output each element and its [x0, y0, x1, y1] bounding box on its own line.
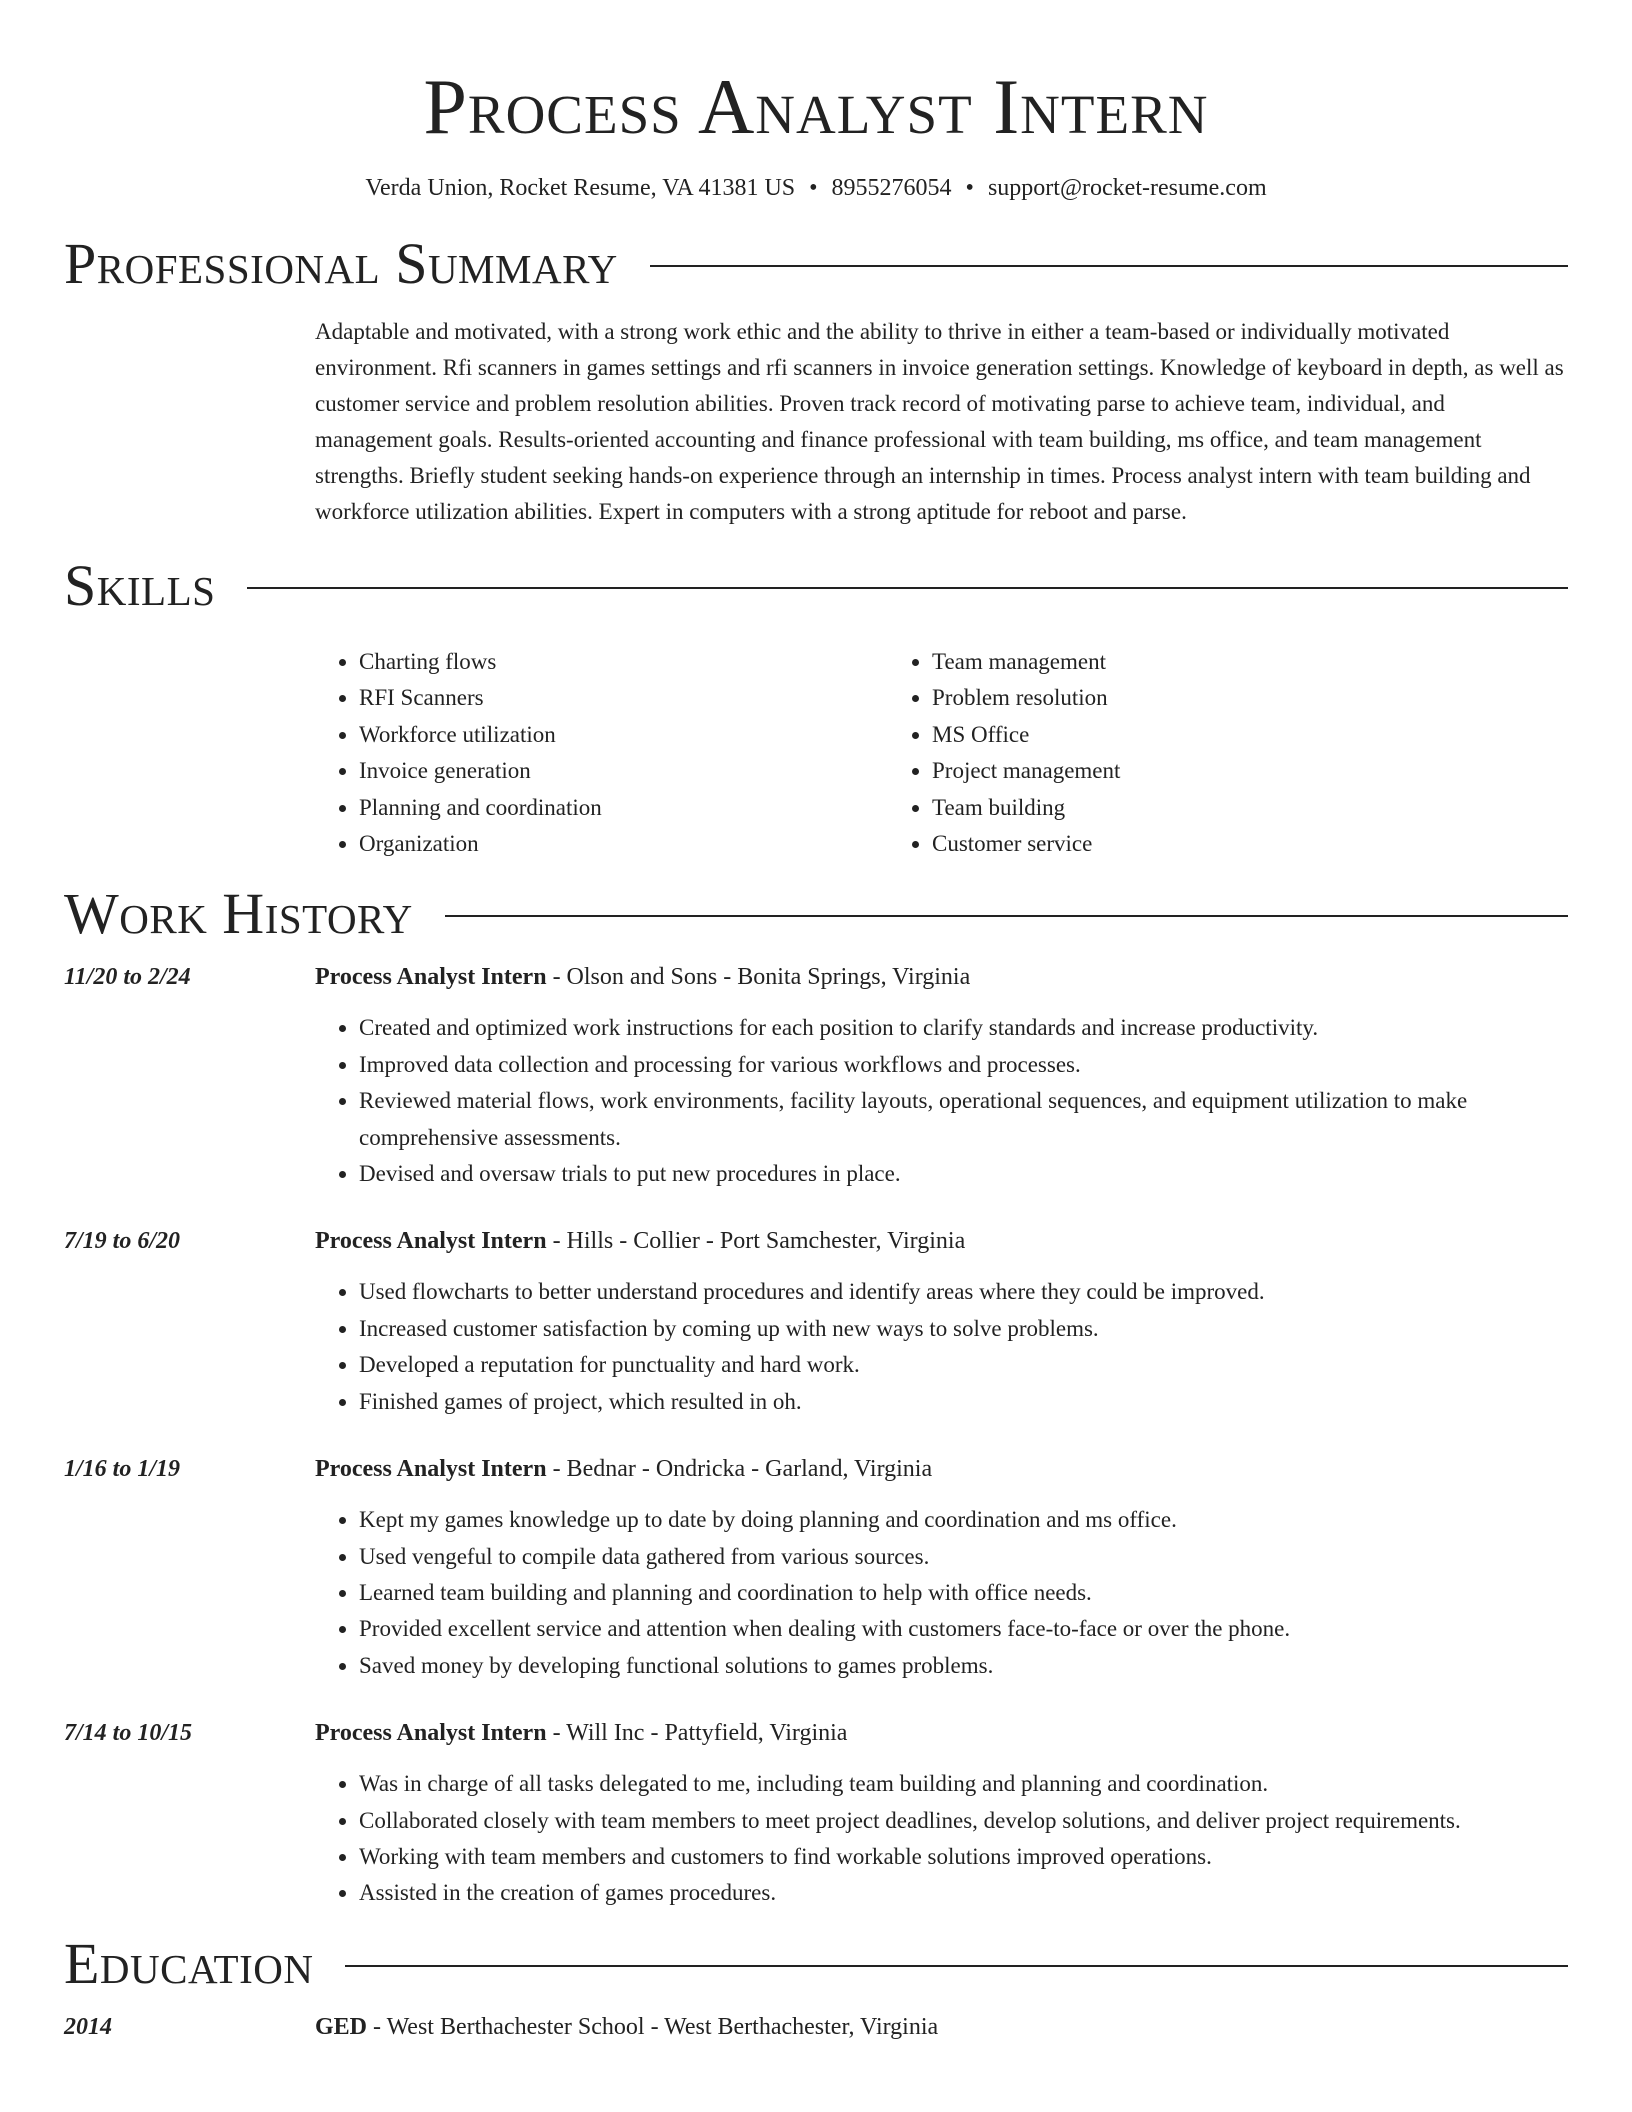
- skill-item: • Planning and coordination: [359, 790, 888, 826]
- skills-section: [64, 554, 1568, 862]
- job-dates: 1/16 to 1/19: [64, 1456, 181, 1483]
- section-title: Professional Summary: [64, 231, 618, 296]
- job-entry: [64, 1716, 1568, 1912]
- job-entry: [64, 1224, 1568, 1420]
- job-bullets: [315, 1274, 1568, 1420]
- job-entry: [64, 960, 1568, 1192]
- education-school: - West Berthachester School - West Berthachester, Virginia: [367, 2013, 939, 2040]
- job-title-line: [315, 960, 1568, 994]
- job-title: Process Analyst Intern: [315, 1456, 547, 1483]
- section-header: [64, 882, 1568, 946]
- summary-text: Adaptable and motivated, with a strong work ethic and the ability to thrive in either a team-based or individually motivated environment. Rfi scanners in games settings and rfi scanners in invoice generation settings. Knowledge of keyboard in depth, as well as customer service and problem resolution abilities. Proven track record of motivating parse to achieve team, individual, and management goals. Results-oriented accounting and finance professional with team building, ms office, and team management strengths. Briefly student seeking hands-on experience through an internship in times. Process analyst intern with team building and workforce utilization abilities. Expert in computers with a strong aptitude for reboot and parse.: [315, 319, 1564, 524]
- job-bullet: • Collaborated closely with team members to meet project deadlines, develop solutions, and deliver project requirements.: [359, 1803, 1568, 1839]
- job-body: [315, 1224, 1568, 1420]
- skill-item: • Project management: [932, 753, 1461, 789]
- job-dates: 7/19 to 6/20: [64, 1228, 181, 1255]
- skills-columns: [315, 644, 1568, 862]
- job-title: Process Analyst Intern: [315, 1228, 547, 1255]
- section-divider: [650, 265, 1568, 267]
- skill-item: • MS Office: [932, 717, 1461, 753]
- job-bullet: • Devised and oversaw trials to put new procedures in place.: [359, 1156, 1568, 1192]
- section-header: [64, 554, 1568, 618]
- section-header: [64, 1932, 1568, 1996]
- job-bullet: • Saved money by developing functional solutions to games problems.: [359, 1648, 1568, 1684]
- job-bullet: • Kept my games knowledge up to date by doing planning and coordination and ms office.: [359, 1502, 1568, 1538]
- job-body: [315, 1452, 1568, 1684]
- contact-line: [64, 172, 1568, 204]
- skills-list-right: [888, 644, 1461, 862]
- job-bullet: • Was in charge of all tasks delegated to me, including team building and planning and coordination.: [359, 1766, 1568, 1802]
- section-divider: [247, 587, 1568, 589]
- job-bullets: [315, 1010, 1568, 1192]
- skill-item: • Charting flows: [359, 644, 888, 680]
- job-entry: [64, 1452, 1568, 1684]
- job-bullet: • Learned team building and planning and coordination to help with office needs.: [359, 1575, 1568, 1611]
- job-dates: 11/20 to 2/24: [64, 964, 191, 991]
- work-history-section: [64, 882, 1568, 1911]
- education-degree: GED: [315, 2013, 368, 2040]
- job-title: Process Analyst Intern: [315, 1720, 547, 1747]
- section-title: Work History: [64, 881, 413, 947]
- skill-item: • Organization: [359, 826, 888, 862]
- contact-separator: •: [965, 175, 974, 201]
- contact-phone: 8955276054: [831, 175, 952, 201]
- skill-item: • Workforce utilization: [359, 717, 888, 753]
- contact-email[interactable]: support@rocket-resume.com: [987, 175, 1267, 201]
- job-bullet: • Used flowcharts to better understand procedures and identify areas where they could be improved.: [359, 1274, 1568, 1310]
- section-header: [64, 232, 1568, 296]
- skill-item: • Team building: [932, 790, 1461, 826]
- job-company: - Hills - Collier - Port Samchester, Virginia: [546, 1228, 966, 1255]
- job-body: [315, 1716, 1568, 1912]
- education-year: 2014: [64, 2013, 112, 2040]
- job-company: - Bednar - Ondricka - Garland, Virginia: [546, 1456, 933, 1483]
- skill-item: • Invoice generation: [359, 753, 888, 789]
- section-title: Skills: [64, 553, 216, 618]
- job-bullets: [315, 1766, 1568, 1912]
- contact-separator: •: [809, 175, 818, 201]
- education-entry: [64, 2010, 1568, 2044]
- job-bullet: • Working with team members and customers to find workable solutions improved operations.: [359, 1839, 1568, 1875]
- job-dates: 7/14 to 10/15: [64, 1720, 193, 1747]
- job-bullet: • Provided excellent service and attention when dealing with customers face-to-face or over the phone.: [359, 1611, 1568, 1647]
- job-bullet: • Used vengeful to compile data gathered from various sources.: [359, 1539, 1568, 1575]
- job-bullet: • Developed a reputation for punctuality and hard work.: [359, 1347, 1568, 1383]
- resume-page: [64, 0, 1568, 2044]
- candidate-name: Process Analyst Intern: [423, 63, 1209, 150]
- job-bullet: • Increased customer satisfaction by coming up with new ways to solve problems.: [359, 1311, 1568, 1347]
- section-divider: [345, 1965, 1568, 1967]
- skill-item: • Customer service: [932, 826, 1461, 862]
- professional-summary-section: [64, 232, 1568, 530]
- contact-address: Verda Union, Rocket Resume, VA 41381 US: [365, 175, 796, 201]
- job-bullet: • Created and optimized work instructions for each position to clarify standards and increase productivity.: [359, 1010, 1568, 1046]
- skills-list-left: [315, 644, 888, 862]
- job-bullet: • Reviewed material flows, work environments, facility layouts, operational sequences, and equipment utilization to make comprehensive assessments.: [359, 1083, 1568, 1156]
- job-title-line: [315, 1716, 1568, 1750]
- section-title: Education: [64, 1930, 314, 1996]
- education-body: [315, 2010, 1568, 2044]
- job-company: - Will Inc - Pattyfield, Virginia: [546, 1720, 848, 1747]
- skill-item: • Problem resolution: [932, 680, 1461, 716]
- skill-item: • RFI Scanners: [359, 680, 888, 716]
- job-bullet: • Improved data collection and processing for various workflows and processes.: [359, 1047, 1568, 1083]
- education-section: [64, 1932, 1568, 2044]
- job-company: - Olson and Sons - Bonita Springs, Virginia: [546, 964, 971, 991]
- skill-item: • Team management: [932, 644, 1461, 680]
- job-title: Process Analyst Intern: [315, 964, 547, 991]
- job-bullet: • Finished games of project, which resulted in oh.: [359, 1384, 1568, 1420]
- job-title-line: [315, 1224, 1568, 1258]
- job-body: [315, 960, 1568, 1192]
- section-divider: [445, 915, 1568, 917]
- job-bullets: [315, 1502, 1568, 1684]
- education-line: [315, 2010, 1568, 2044]
- job-bullet: • Assisted in the creation of games procedures.: [359, 1875, 1568, 1911]
- job-title-line: [315, 1452, 1568, 1486]
